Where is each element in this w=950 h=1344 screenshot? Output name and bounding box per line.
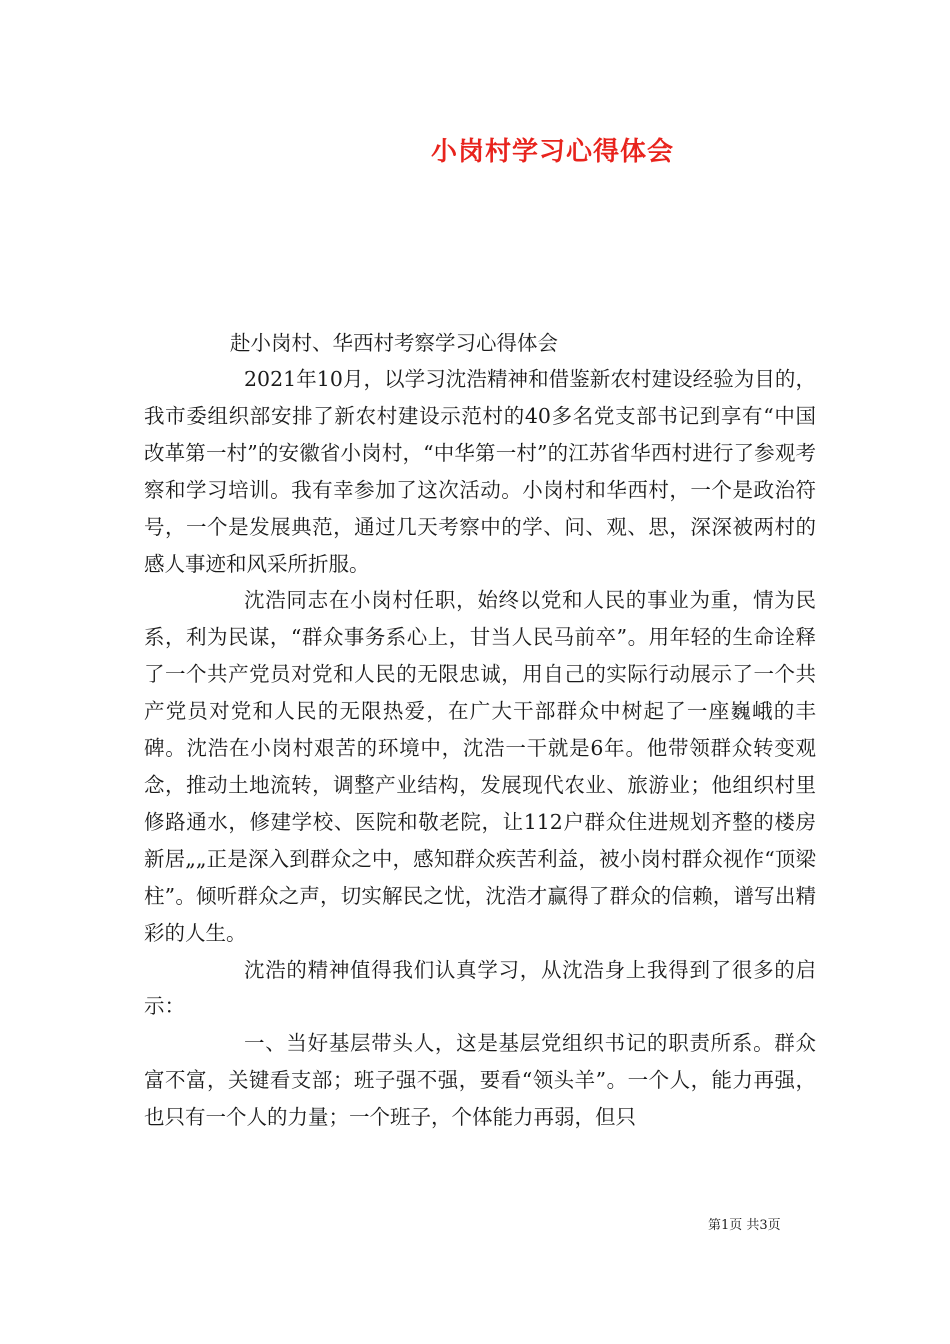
paragraph: 2021年10月，以学习沈浩精神和借鉴新农村建设经验为目的，我市委组织部安排了新农村建设示范村的40多名党支部书记到享有“中国改革第一村”的安徽省小岗村，“中华第一村”的江苏省华西村进行了参观考察和学习培训。我有幸参加了这次活动。小岗村和华西村，一个是政治符号，一个是发展典范，通过几天考察中的学、问、观、思，深深被两村的感人事迹和风采所折服。 [144, 367, 816, 576]
document-body [144, 361, 816, 1136]
paragraph: 沈浩的精神值得我们认真学习，从沈浩身上我得到了很多的启示： [144, 957, 816, 1019]
document-title: 小岗村学习心得体会 [430, 137, 674, 167]
document-subtitle: 赴小岗村、华西村考察学习心得体会 [230, 331, 558, 355]
page-number-footer: 第1页 共3页 [708, 1218, 781, 1233]
paragraph: 一、当好基层带头人，这是基层党组织书记的职责所系。群众富不富，关键看支部；班子强不强，要看“领头羊”。一个人，能力再强，也只有一个人的力量；一个班子，个体能力再弱，但只 [144, 1031, 816, 1130]
paragraph: 沈浩同志在小岗村任职，始终以党和人民的事业为重，情为民系，利为民谋，“群众事务系心上，甘当人民马前卒”。用年轻的生命诠释了一个共产党员对党和人民的无限忠诚，用自己的实际行动展示了一个共产党员对党和人民的无限热爱，在广大干部群众中树起了一座巍峨的丰碑。沈浩在小岗村艰苦的环境中，沈浩一干就是6年。他带领群众转变观念，推动土地流转，调整产业结构，发展现代农业、旅游业；他组织村里修路通水，修建学校、医院和敬老院，让112户群众住进规划齐整的楼房新居„„正是深入到群众之中，感知群众疾苦利益，被小岗村群众视作“顶梁柱”。倾听群众之声，切实解民之忧，沈浩才赢得了群众的信赖，谱写出精彩的人生。 [144, 588, 816, 945]
